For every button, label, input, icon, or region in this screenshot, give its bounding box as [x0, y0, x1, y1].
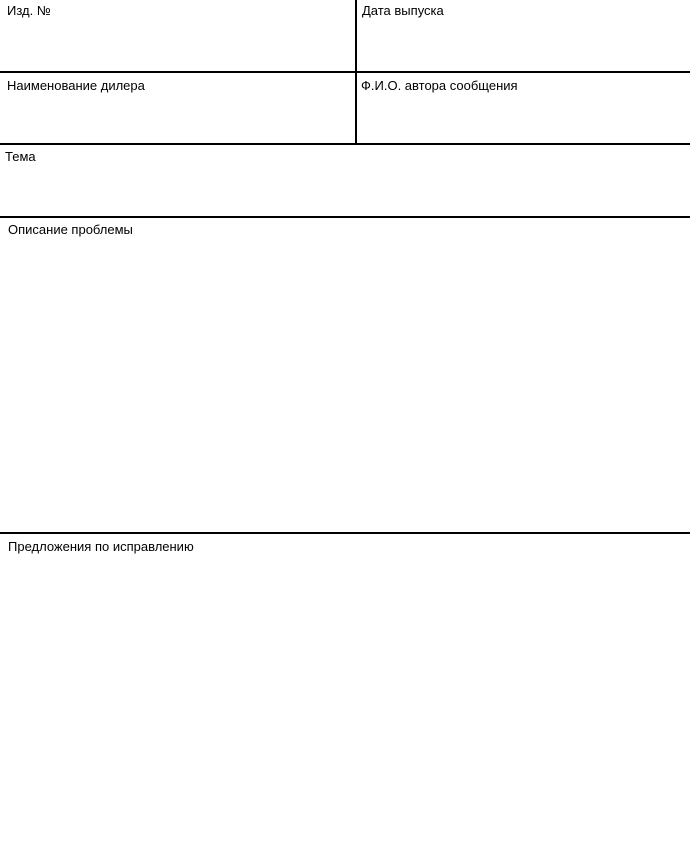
field-label-edition-number: Изд. № [7, 3, 51, 18]
field-area-correction-proposals [0, 556, 690, 854]
divider-problem-description-bottom [0, 532, 690, 534]
field-label-correction-proposals: Предложения по исправлению [8, 539, 194, 554]
field-area-problem-description [0, 238, 690, 532]
field-area-subject [0, 165, 690, 216]
field-label-dealer-name: Наименование дилера [7, 78, 145, 93]
divider-header-bottom [0, 143, 690, 145]
divider-subject-bottom [0, 216, 690, 218]
field-label-author-name: Ф.И.О. автора сообщения [361, 78, 518, 93]
field-area-edition-number [0, 0, 355, 71]
field-label-subject: Тема [5, 149, 36, 164]
field-label-problem-description: Описание проблемы [8, 222, 133, 237]
field-label-release-date: Дата выпуска [362, 3, 444, 18]
